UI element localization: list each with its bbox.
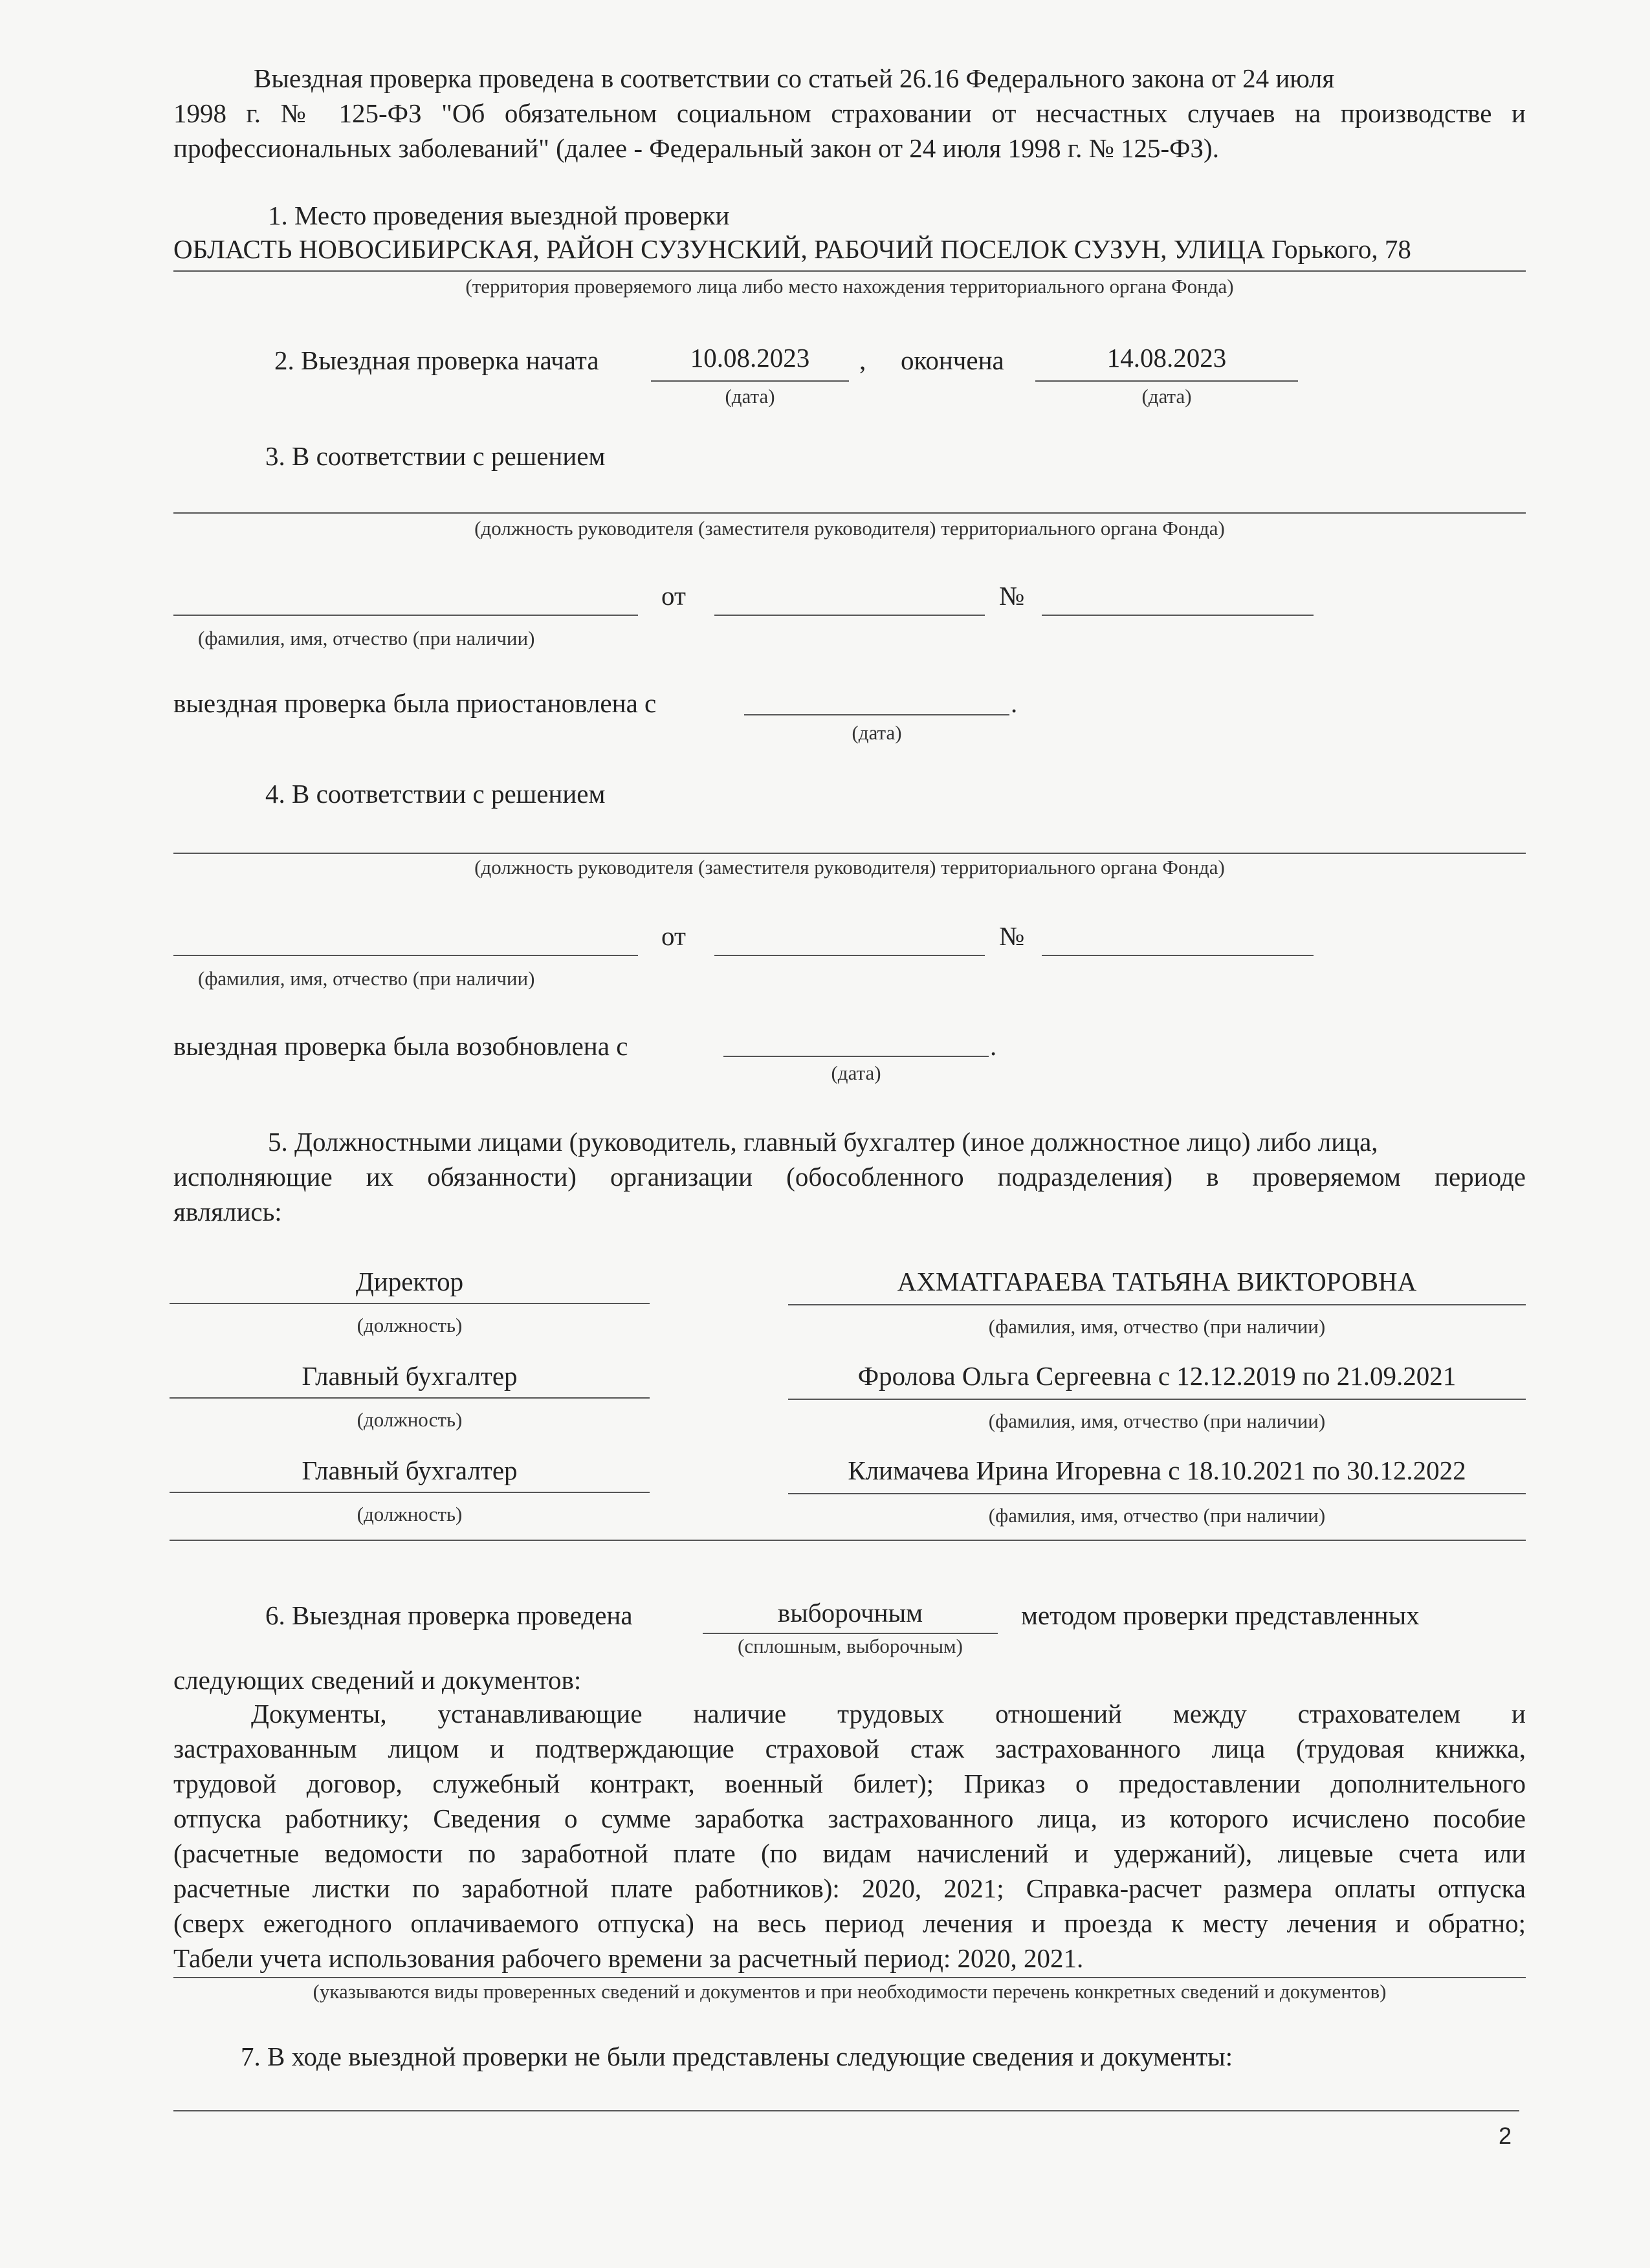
end-date-underline [1035,380,1298,382]
official-3-position-caption: (должность) [357,1503,463,1525]
docs-line-4: отпуска работнику; Сведения о сумме заработка застрахованного лица, из которого исчислено пособие [173,1804,1526,1833]
official-1-name-line [788,1304,1526,1305]
intro-line-2: 1998 г. № 125-ФЗ "Об обязательном социальном страховании от несчастных случаев на производстве и [173,98,1526,128]
start-date: 10.08.2023 [690,343,810,373]
section4-number-label: № [999,921,1025,951]
section6-label-after: методом проверки представленных [1021,1600,1420,1630]
section5-line-1: 5. Должностными лицами (руководитель, главный бухгалтер (иное должностное лицо) либо лица, [268,1127,1378,1157]
section3-position-caption: (должность руководителя (заместителя руководителя) территориального органа Фонда) [474,517,1225,540]
official-3-name-line [788,1493,1526,1494]
suspended-date-line [744,714,1009,715]
section5-line-3: являлись: [173,1197,282,1227]
section3-from-label: от [661,581,686,611]
section7-line [173,2110,1519,2111]
suspended-period: . [1011,688,1018,718]
section4-from-label: от [661,921,686,951]
docs-line-2: застрахованным лицом и подтверждающие страховой стаж застрахованного лица (трудовая книжка, [173,1734,1526,1763]
resumed-label: выездная проверка была возобновлена с [173,1031,628,1061]
docs-line-3: трудовой договор, служебный контракт, военный билет); Приказ о предоставлении дополнительного [173,1769,1526,1798]
official-2-name-caption: (фамилия, имя, отчество (при наличии) [988,1410,1326,1432]
section4-fio-caption: (фамилия, имя, отчество (при наличии) [198,967,535,990]
section4-date-line [714,955,985,956]
docs-underline [173,1977,1526,1978]
resumed-date-line [723,1056,989,1057]
section4-position-line [173,853,1526,854]
section2-start-label: 2. Выездная проверка начата [274,345,599,375]
official-2-name: Фролова Ольга Сергеевна с 12.12.2019 по 21.09.2021 [857,1361,1457,1391]
section3-fio-caption: (фамилия, имя, отчество (при наличии) [198,627,535,649]
end-date: 14.08.2023 [1106,343,1227,373]
location-underline [173,270,1526,272]
intro-line-1: Выездная проверка проведена в соответствии со статьей 26.16 Федерального закона от 24 июля [254,63,1335,93]
docs-line-6: расчетные листки по заработной плате работников): 2020, 2021; Справка-расчет размера оплаты отпуска [173,1873,1526,1903]
start-date-caption: (дата) [725,385,775,408]
intro-line-3: профессиональных заболеваний" (далее - Федеральный закон от 24 июля 1998 г. № 125-ФЗ). [173,133,1219,163]
section3-heading: 3. В соответствии с решением [265,441,606,471]
section4-position-caption: (должность руководителя (заместителя руководителя) территориального органа Фонда) [474,856,1225,878]
section5-line-2: исполняющие их обязанности) организации (обособленного подразделения) в проверяемом периоде [173,1162,1526,1192]
resumed-period: . [990,1031,997,1061]
suspended-label: выездная проверка была приостановлена с [173,688,657,718]
section3-number-line [1042,615,1314,616]
official-1-position-caption: (должность) [357,1314,463,1336]
official-2-position-caption: (должность) [357,1408,463,1431]
official-1-position: Директор [355,1267,464,1296]
official-3-name-caption: (фамилия, имя, отчество (при наличии) [988,1504,1326,1527]
resumed-date-caption: (дата) [831,1062,881,1084]
docs-line-8: Табели учета использования рабочего времени за расчетный период: 2020, 2021. [173,1943,1084,1973]
section4-heading: 4. В соответствии с решением [265,779,606,809]
section3-position-line [173,512,1526,514]
official-3-name: Климачева Ирина Игоревна с 18.10.2021 по 30.12.2022 [848,1456,1466,1485]
suspended-date-caption: (дата) [852,721,902,744]
section6-label: 6. Выездная проверка проведена [265,1600,633,1630]
official-1-position-line [170,1303,650,1304]
section6-line-2: следующих сведений и документов: [173,1665,582,1695]
section4-fio-line [173,955,638,956]
section1-heading: 1. Место проведения выездной проверки [268,201,730,230]
section2-end-label: окончена [901,345,1004,375]
official-3-position: Главный бухгалтер [302,1456,518,1485]
docs-line-5: (расчетные ведомости по заработной плате (по видам начислений и удержаний), лицевые счета или [173,1838,1526,1868]
section4-number-line [1042,955,1314,956]
official-3-position-line [170,1492,650,1493]
section7-heading: 7. В ходе выездной проверки не были представлены следующие сведения и документы: [241,2042,1233,2071]
docs-caption: (указываются виды проверенных сведений и документов и при необходимости перечень конкретных сведений и документов) [313,1980,1387,2003]
docs-line-1: Документы, устанавливающие наличие трудовых отношений между страхователем и [251,1699,1526,1728]
official-1-name-caption: (фамилия, имя, отчество (при наличии) [988,1315,1326,1338]
section3-fio-line [173,615,638,616]
location-caption: (территория проверяемого лица либо место нахождения территориального органа Фонда) [465,275,1234,298]
inspection-method: выборочным [777,1598,923,1628]
official-1-name: АХМАТГАРАЕВА ТАТЬЯНА ВИКТОРОВНА [897,1267,1417,1296]
start-date-underline [651,380,849,382]
docs-line-7: (сверх ежегодного оплачиваемого отпуска) на весь период лечения и проезда к месту лечения и обратно; [173,1908,1526,1938]
official-2-position-line [170,1397,650,1399]
official-2-name-line [788,1399,1526,1400]
section3-date-line [714,615,985,616]
end-date-caption: (дата) [1141,385,1192,408]
comma: , [859,345,866,375]
section3-number-label: № [999,581,1025,611]
method-caption: (сплошным, выборочным) [738,1635,963,1657]
official-2-position: Главный бухгалтер [302,1361,518,1391]
officials-bottom-line [170,1540,1526,1541]
inspection-location: ОБЛАСТЬ НОВОСИБИРСКАЯ, РАЙОН СУЗУНСКИЙ, РАБОЧИЙ ПОСЕЛОК СУЗУН, УЛИЦА Горького, 78 [173,234,1411,264]
page-number: 2 [1499,2122,1512,2149]
